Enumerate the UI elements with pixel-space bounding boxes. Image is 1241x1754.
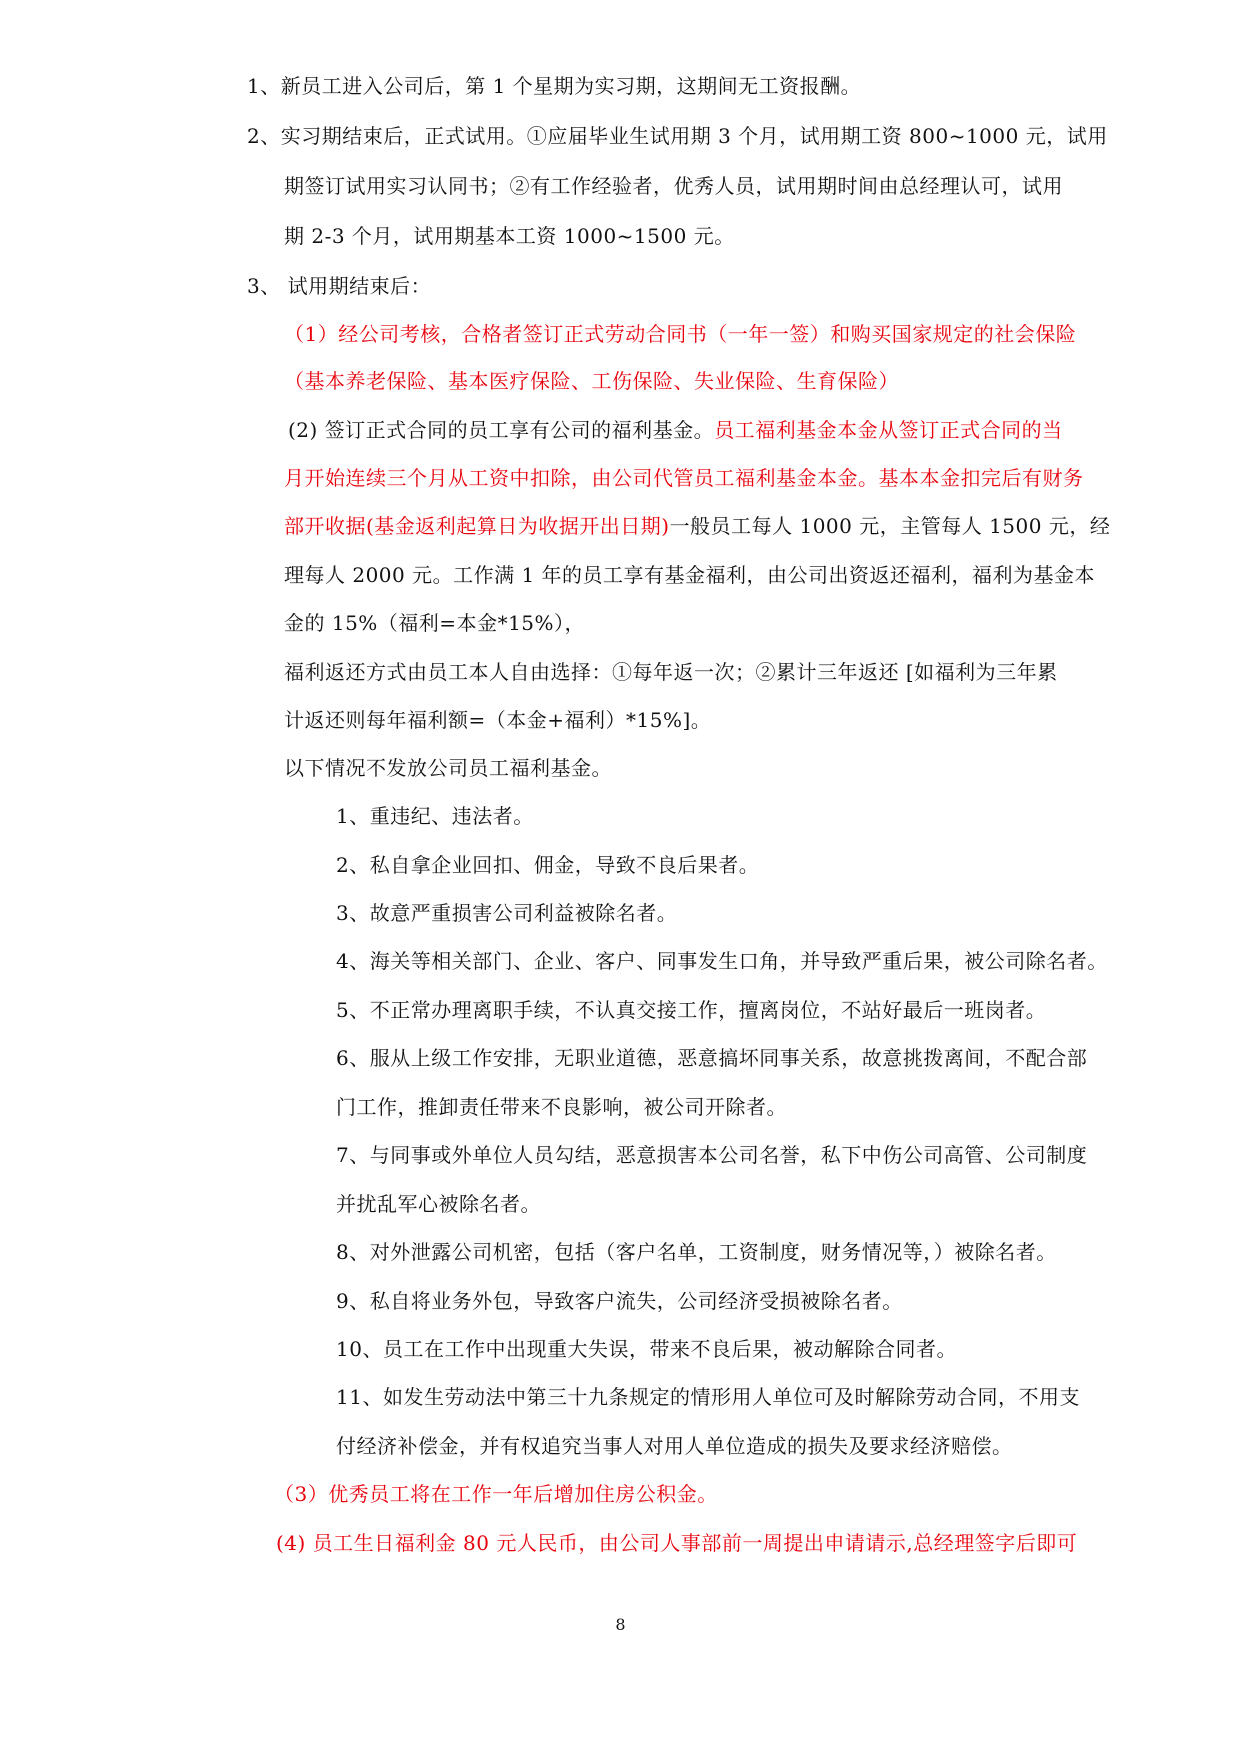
sub-2-line-4: 理每人 2000 元。工作满 1 年的员工享有基金福利，由公司出资返还福利，福利为基金本 [284,563,1096,587]
sub-2-line-5: 金的 15%（福利=本金*15%）， [284,611,586,635]
sub-3: （3）优秀员工将在工作一年后增加住房公积金。 [274,1482,718,1506]
sub-2-line-3-black: 一般员工每人 1000 元，主管每人 1500 元，经 [669,514,1111,538]
sub-2-line-3 [284,511,1110,541]
sub-1-line-2: （基本养老保险、基本医疗保险、工伤保险、失业保险、生育保险） [284,369,899,393]
exclusion-11-line-1: 11、如发生劳动法中第三十九条规定的情形用人单位可及时解除劳动合同，不用支 [336,1385,1080,1409]
sub-2-line-6: 福利返还方式由员工本人自由选择：①每年返一次；②累计三年返还 [如福利为三年累 [284,660,1058,684]
page-number: 8 [615,1615,626,1634]
sub-1-line-1: （1）经公司考核，合格者签订正式劳动合同书（一年一签）和购买国家规定的社会保险 [284,322,1077,346]
exclusion-2: 2、私自拿企业回扣、佣金，导致不良后果者。 [336,853,760,877]
exclusion-5: 5、不正常办理离职手续，不认真交接工作，擅离岗位，不站好最后一班岗者。 [336,998,1047,1022]
exclusion-6-line-1: 6、服从上级工作安排，无职业道德，恶意搞坏同事关系，故意挑拨离间，不配合部 [336,1046,1088,1070]
sub-2-line-1-red: 员工福利基金本金从签订正式合同的当 [714,418,1063,442]
item-2-line-1: 2、实习期结束后，正式试用。①应届毕业生试用期 3 个月，试用期工资 800~1000 元，试用 [247,124,1108,148]
exclusion-9: 9、私自将业务外包，导致客户流失，公司经济受损被除名者。 [336,1289,903,1313]
exclusion-8: 8、对外泄露公司机密，包括（客户名单，工资制度，财务情况等，）被除名者。 [336,1240,1057,1264]
sub-2-line-8: 以下情况不发放公司员工福利基金。 [284,756,612,780]
sub-4: (4) 员工生日福利金 80 元人民币，由公司人事部前一周提出申请请示,总经理签字后即可 [276,1531,1078,1555]
exclusion-6-line-2: 门工作，推卸责任带来不良影响，被公司开除者。 [336,1095,787,1119]
exclusion-10: 10、员工在工作中出现重大失误，带来不良后果，被动解除合同者。 [336,1337,957,1361]
exclusion-7-line-2: 并扰乱军心被除名者。 [336,1192,541,1216]
item-3-title: 3、 试用期结束后： [247,274,432,298]
sub-2-line-1-black: (2) 签订正式合同的员工享有公司的福利基金。 [288,418,715,442]
exclusion-1: 1、重违纪、违法者。 [336,804,534,828]
sub-2-line-3-red: 部开收据(基金返利起算日为收据开出日期) [284,514,670,538]
item-2-line-2: 期签订试用实习认同书；②有工作经验者，优秀人员，试用期时间由总经理认可，试用 [284,174,1063,198]
sub-2-line-7: 计返还则每年福利额=（本金+福利）*15%]。 [284,708,712,732]
exclusion-3: 3、故意严重损害公司利益被除名者。 [336,901,678,925]
exclusion-11-line-2: 付经济补偿金，并有权追究当事人对用人单位造成的损失及要求经济赔偿。 [336,1434,1013,1458]
sub-2-line-1 [288,415,1063,445]
item-1: 1、新员工进入公司后，第 1 个星期为实习期，这期间无工资报酬。 [247,74,862,98]
item-2-line-3: 期 2-3 个月，试用期基本工资 1000~1500 元。 [284,224,735,248]
exclusion-7-line-1: 7、与同事或外单位人员勾结，恶意损害本公司名誉，私下中伤公司高管、公司制度 [336,1143,1088,1167]
sub-2-line-2: 月开始连续三个月从工资中扣除，由公司代管员工福利基金本金。基本本金扣完后有财务 [284,466,1084,490]
exclusion-4: 4、海关等相关部门、企业、客户、同事发生口角，并导致严重后果，被公司除名者。 [336,949,1108,973]
